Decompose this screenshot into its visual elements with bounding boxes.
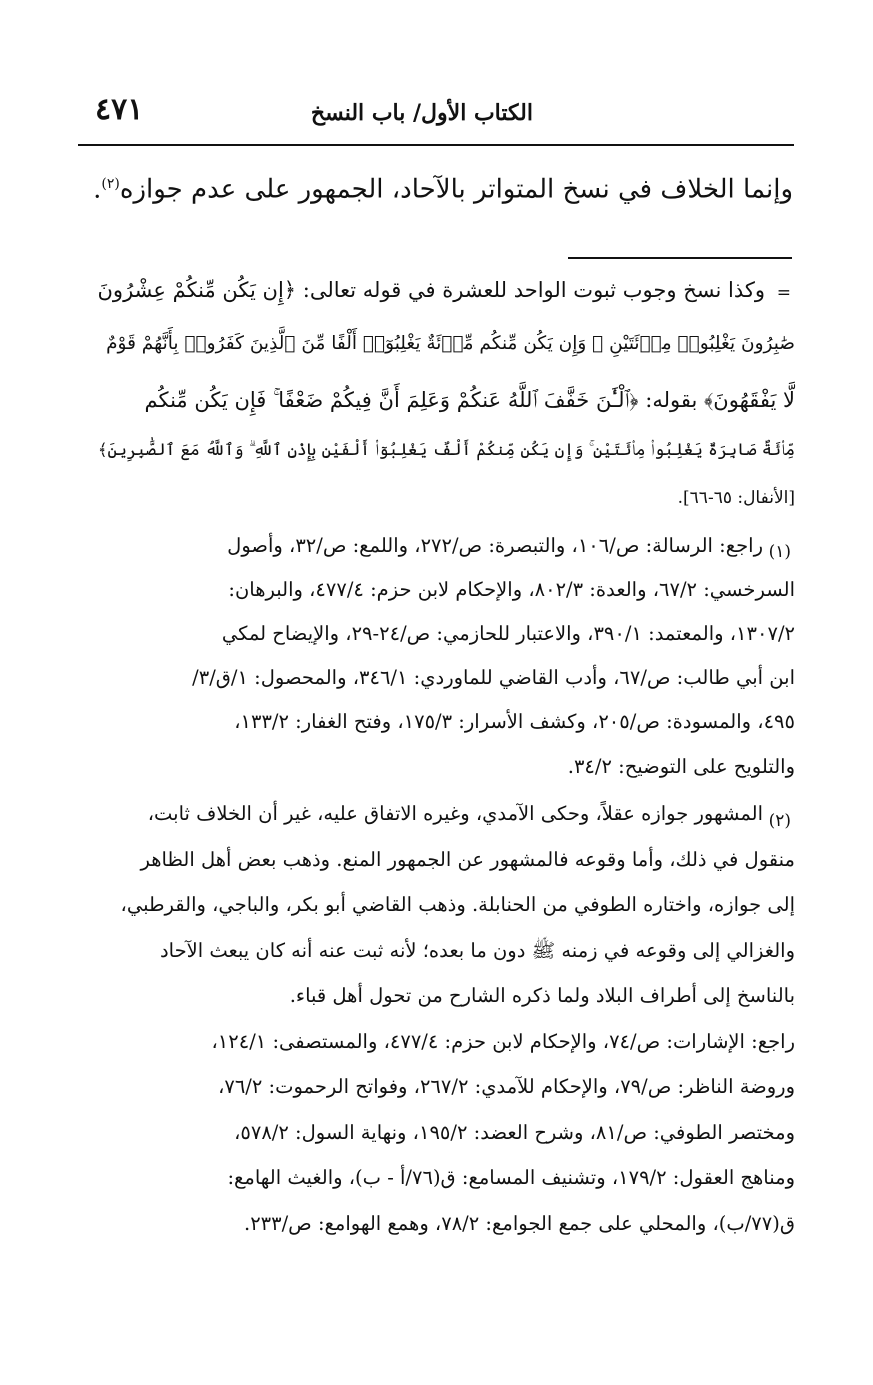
footnote-1-line: راجع: الرسالة: ص/١٠٦، والتبصرة: ص/٢٧٢، واللمع: ص/٣٢، وأصول	[227, 534, 763, 557]
footnote-2-line: والغزالي إلى وقوعه في زمنه ﷺ دون ما بعده؛ لأنه ثبت عنه أنه كان يبعث الآحاد	[159, 939, 795, 962]
page-number: ٤٧١	[95, 92, 144, 127]
header-rule	[78, 144, 794, 146]
footnote-2-line: ق(٧٧/ب)، والمحلي على جمع الجوامع: ٧٨/٢، وهمع الهوامع: ص/٢٣٣.	[243, 1212, 795, 1235]
running-header-title: الكتاب الأول/ باب النسخ	[310, 100, 533, 126]
footnote-2-line: إلى جوازه، واختاره الطوفي من الحنابلة. وذهب القاضي أبو بكر، والباجي، والقرطبي،	[120, 893, 795, 916]
continuation-line: مِّا۟ئَةٌ صَابِرَةٌ يَغْلِبُوا۟ مِا۟ئَتَيْنِ ۚ وَإِن يَكُن مِّنكُمْ أَلْفٌ يَغْلِبُوٓا۟ أَلْفَيْنِ بِإِذْنِ ٱللَّهِ ۗ وَٱللَّهُ مَعَ ٱلصَّٰبِرِينَ﴾	[97, 440, 795, 459]
footnote-reference: (٢)	[101, 176, 120, 192]
footnote-2-line: راجع: الإشارات: ص/٧٤، والإحكام لابن حزم: ٤٧٧/٤، والمستصفى: ١٢٤/١،	[211, 1030, 795, 1053]
continuation-line: وكذا نسخ وجوب ثبوت الواحد للعشرة في قوله تعالى: ﴿إِن يَكُن مِّنكُمْ عِشْرُونَ	[97, 278, 765, 302]
continuation-line: صَٰبِرُونَ يَغْلِبُوا۟ مِا۟ئَتَيْنِ ۚ وَإِن يَكُن مِّنكُم مِّا۟ئَةٌ يَغْلِبُوٓا۟ أَلْفًا مِّنَ ٱلَّذِينَ كَفَرُوا۟ بِأَنَّهُمْ قَوْمٌ	[106, 333, 795, 354]
footnote-1-line: ابن أبي طالب: ص/٦٧، وأدب القاضي للماوردي: ٣٤٦/١، والمحصول: ١/ق/٣/	[192, 666, 795, 689]
continuation-line: [الأنفال: ٦٥-٦٦].	[677, 488, 795, 508]
footnote-1-line: ٤٩٥، والمسودة: ص/٢٠٥، وكشف الأسرار: ١٧٥/٣، وفتح الغفار: ١٣٣/٢،	[234, 710, 795, 733]
footnote-2-line: وروضة الناظر: ص/٧٩، والإحكام للآمدي: ٢٦٧/٢، وفواتح الرحموت: ٧٦/٢،	[218, 1075, 795, 1098]
footnote-2-line: بالناسخ إلى أطراف البلاد ولما ذكره الشارح من تحول أهل قباء.	[289, 984, 795, 1007]
footnote-1-marker: (١)	[768, 542, 791, 562]
main-text: وإنما الخلاف في نسخ المتواتر بالآحاد، الجمهور على عدم جوازه	[119, 174, 793, 205]
continuation-marker: =	[776, 283, 791, 303]
footnote-2-line: ومختصر الطوفي: ص/٨١، وشرح العضد: ١٩٥/٢، ونهاية السول: ٥٧٨/٢،	[234, 1121, 795, 1144]
continuation-line: لَّا يَفْقَهُونَ﴾ بقوله: ﴿ٱلْـَٰٔنَ خَفَّفَ ٱللَّهُ عَنكُمْ وَعَلِمَ أَنَّ فِيكُمْ ضَعْفًا ۚ فَإِن يَكُن مِّنكُم	[144, 388, 795, 412]
footnote-1-line: السرخسي: ٦٧/٢، والعدة: ٨٠٢/٣، والإحكام لابن حزم: ٤٧٧/٤، والبرهان:	[228, 578, 795, 601]
footnote-2-line: منقول في ذلك، وأما وقوعه فالمشهور عن الجمهور المنع. وذهب بعض أهل الظاهر	[140, 848, 795, 871]
footnote-separator	[568, 257, 792, 259]
footnote-2-line: ومناهج العقول: ١٧٩/٢، وتشنيف المسامع: ق(٧٦/أ - ب)، والغيث الهامع:	[227, 1166, 795, 1189]
footnote-1-line: والتلويح على التوضيح: ٣٤/٢.	[567, 755, 795, 778]
footnote-2-marker: (٢)	[768, 811, 791, 831]
footnote-1-line: ١٣٠٧/٢، والمعتمد: ٣٩٠/١، والاعتبار للحازمي: ص/٢٤-٢٩، والإيضاح لمكي	[221, 622, 795, 645]
main-text-end: .	[93, 174, 102, 205]
main-text-line	[93, 160, 793, 214]
footnote-2-line: المشهور جوازه عقلاً، وحكى الآمدي، وغيره الاتفاق عليه، غير أن الخلاف ثابت،	[147, 802, 763, 825]
